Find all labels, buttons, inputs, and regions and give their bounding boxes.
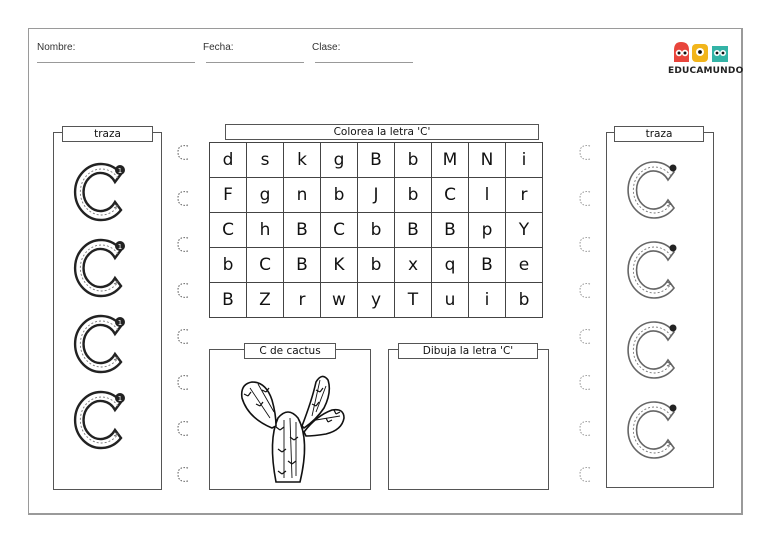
grid-cell-letter[interactable]: Z xyxy=(247,283,284,318)
start-marker xyxy=(670,245,677,252)
grid-cell-letter[interactable]: k xyxy=(284,143,321,178)
grid-cell-letter[interactable]: b xyxy=(358,248,395,283)
grid-cell-letter[interactable]: s xyxy=(247,143,284,178)
trace-c-guide[interactable] xyxy=(628,242,676,298)
grid-cell-letter[interactable]: B xyxy=(284,213,321,248)
grid-cell-letter[interactable]: x xyxy=(395,248,432,283)
dotted-c-letter[interactable] xyxy=(178,192,188,206)
grid-row xyxy=(210,248,543,283)
left-trace-title: traza xyxy=(62,126,153,142)
grid-cell-letter[interactable]: n xyxy=(284,178,321,213)
draw-title: Dibuja la letra 'C' xyxy=(398,343,538,359)
start-marker-number: 1 xyxy=(117,167,123,175)
grid-cell-letter[interactable]: b xyxy=(358,213,395,248)
dotted-c-letter[interactable] xyxy=(580,376,590,390)
dotted-c-letter[interactable] xyxy=(178,330,188,344)
dotted-c-letter[interactable] xyxy=(178,422,188,436)
grid-cell-letter[interactable]: r xyxy=(284,283,321,318)
grid-cell-letter[interactable]: J xyxy=(358,178,395,213)
right-trace-title: traza xyxy=(614,126,704,142)
start-marker xyxy=(670,405,677,412)
logo-text: EDUCAMUNDO xyxy=(668,66,744,76)
dotted-c-letter[interactable] xyxy=(580,468,590,482)
grid-cell-letter[interactable]: B xyxy=(358,143,395,178)
grid-cell-letter[interactable]: h xyxy=(247,213,284,248)
trace-c-guide[interactable] xyxy=(75,240,125,296)
cactus-icon xyxy=(232,370,352,486)
dotted-c-letter[interactable] xyxy=(580,284,590,298)
grid-cell-letter[interactable]: i xyxy=(469,283,506,318)
grid-cell-letter[interactable]: C xyxy=(321,213,358,248)
letter-grid xyxy=(209,142,543,318)
grid-cell-letter[interactable]: B xyxy=(395,213,432,248)
trace-c-guide[interactable] xyxy=(628,162,676,218)
grid-cell-letter[interactable]: K xyxy=(321,248,358,283)
start-marker xyxy=(670,165,677,172)
grid-cell-letter[interactable]: u xyxy=(432,283,469,318)
dotted-c-letter[interactable] xyxy=(580,238,590,252)
grid-cell-letter[interactable]: i xyxy=(506,143,543,178)
left-dotted-c-column[interactable] xyxy=(172,140,196,480)
grid-cell-letter[interactable]: F xyxy=(210,178,247,213)
grid-cell-letter[interactable]: d xyxy=(210,143,247,178)
grid-cell-letter[interactable]: q xyxy=(432,248,469,283)
grid-cell-letter[interactable]: r xyxy=(506,178,543,213)
grid-row xyxy=(210,178,543,213)
date-label: Fecha: xyxy=(203,42,234,53)
class-label: Clase: xyxy=(312,42,341,53)
grid-cell-letter[interactable]: B xyxy=(210,283,247,318)
class-field[interactable] xyxy=(315,62,413,63)
grid-row xyxy=(210,213,543,248)
grid-cell-letter[interactable]: g xyxy=(247,178,284,213)
grid-row xyxy=(210,283,543,318)
dotted-c-letter[interactable] xyxy=(178,468,188,482)
grid-cell-letter[interactable]: b xyxy=(506,283,543,318)
grid-cell-letter[interactable]: e xyxy=(506,248,543,283)
dotted-c-letter[interactable] xyxy=(178,284,188,298)
draw-panel[interactable] xyxy=(388,349,549,490)
dotted-c-letter[interactable] xyxy=(580,422,590,436)
grid-cell-letter[interactable]: C xyxy=(247,248,284,283)
grid-cell-letter[interactable]: b xyxy=(210,248,247,283)
grid-cell-letter[interactable]: C xyxy=(432,178,469,213)
dotted-c-letter[interactable] xyxy=(580,192,590,206)
grid-cell-letter[interactable]: B xyxy=(469,248,506,283)
dotted-c-letter[interactable] xyxy=(580,146,590,160)
trace-c-guide[interactable] xyxy=(75,392,125,448)
trace-c-guide[interactable] xyxy=(628,322,676,378)
right-trace-guides[interactable] xyxy=(606,132,712,486)
grid-cell-letter[interactable]: w xyxy=(321,283,358,318)
dotted-c-letter[interactable] xyxy=(178,238,188,252)
grid-cell-letter[interactable]: B xyxy=(284,248,321,283)
grid-cell-letter[interactable]: T xyxy=(395,283,432,318)
grid-cell-letter[interactable]: b xyxy=(321,178,358,213)
grid-row xyxy=(210,143,543,178)
date-field[interactable] xyxy=(206,62,304,63)
grid-cell-letter[interactable]: Y xyxy=(506,213,543,248)
grid-cell-letter[interactable]: C xyxy=(210,213,247,248)
name-label: Nombre: xyxy=(37,42,76,53)
dotted-c-letter[interactable] xyxy=(580,330,590,344)
start-marker-number: 1 xyxy=(117,319,123,327)
grid-cell-letter[interactable]: B xyxy=(432,213,469,248)
start-marker-number: 1 xyxy=(117,395,123,403)
grid-cell-letter[interactable]: g xyxy=(321,143,358,178)
dotted-c-letter[interactable] xyxy=(178,146,188,160)
dotted-c-letter[interactable] xyxy=(178,376,188,390)
trace-c-guide[interactable] xyxy=(628,402,676,458)
left-trace-guides[interactable] xyxy=(53,132,160,488)
right-dotted-c-column[interactable] xyxy=(574,140,598,480)
grid-cell-letter[interactable]: p xyxy=(469,213,506,248)
grid-cell-letter[interactable]: N xyxy=(469,143,506,178)
trace-c-guide[interactable] xyxy=(75,164,125,220)
grid-cell-letter[interactable]: b xyxy=(395,178,432,213)
name-field[interactable] xyxy=(37,62,195,63)
grid-cell-letter[interactable]: l xyxy=(469,178,506,213)
cactus-title: C de cactus xyxy=(244,343,336,359)
grid-cell-letter[interactable]: b xyxy=(395,143,432,178)
trace-c-guide[interactable] xyxy=(75,316,125,372)
grid-cell-letter[interactable]: M xyxy=(432,143,469,178)
start-marker xyxy=(670,325,677,332)
start-marker-number: 1 xyxy=(117,243,123,251)
grid-title: Colorea la letra 'C' xyxy=(225,124,539,140)
grid-cell-letter[interactable]: y xyxy=(358,283,395,318)
